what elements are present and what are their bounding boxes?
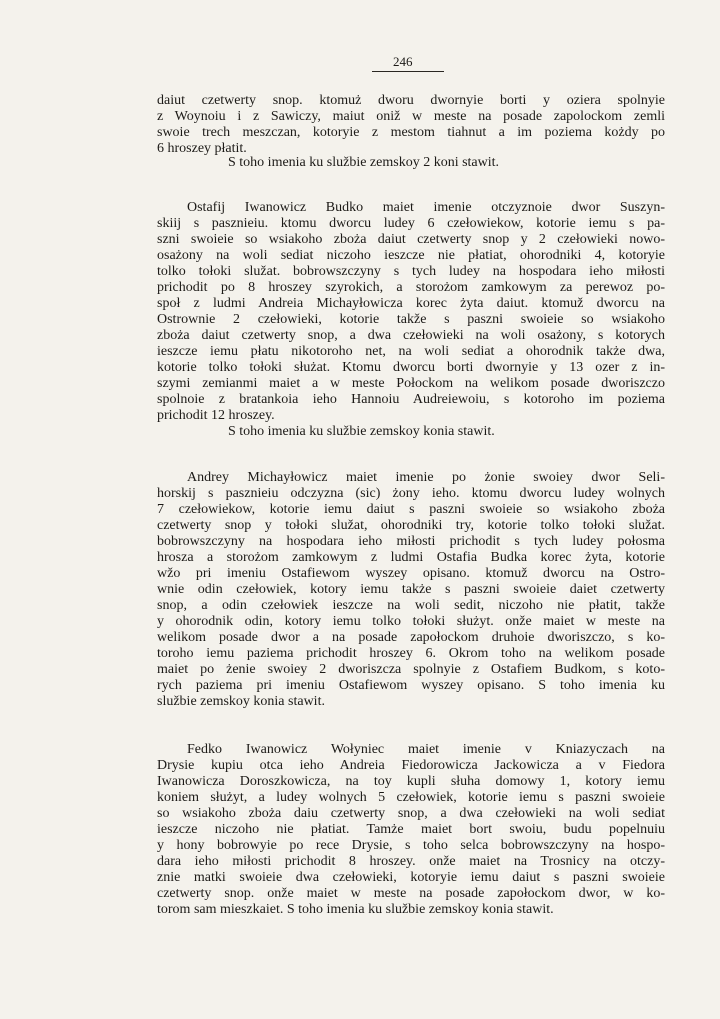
text-line: szymi zemianmi maiet a w meste Połockom na welikom posade dworiszczo xyxy=(157,376,665,391)
text-line: swoie trech meszczan, kotoryie z mestom tiahnut a im poziema kożdy po xyxy=(157,125,665,140)
text-line: bobrowszczyny na hospodara ieho miłosti prichodit s tych ludey połosma xyxy=(157,534,665,549)
text-line: 7 czełowiekow, kotorie iemu daiut s paszni swoieie so wsiakoho zboża xyxy=(157,502,665,517)
text-line: hrosza a storożom zamkowym z ludmi Ostafia Budka korec żyta, kotorie xyxy=(157,550,665,565)
text-line: welikom posade dwor a na posade zapołockom druhoie dworiszczo, s ko- xyxy=(157,630,665,645)
text-line: spolnoie z bratankoia ieho Hannoiu Audreiewoiu, s kotoroho im poziema xyxy=(157,392,665,407)
text-line: kotorie tolko tołoki służat. Ktomu dworcu borti dwornyie y 13 ozer z in- xyxy=(157,360,665,375)
text-line: so wsiakoho zboża daiu czetwerty snop, a dwa czełowieki na woli sediat xyxy=(157,806,665,821)
text-line: koniem służyt, a ludey wolnych 5 czełowiek, kotorie iemu s paszni swoieie xyxy=(157,790,665,805)
text-line: czetwerty snop. onže maiet w meste na posade zapołockom dwor, w ko- xyxy=(157,886,665,901)
text-line: y ohorodnik odin, kotory iemu tolko tołoki służyt. onže maiet w meste na xyxy=(157,614,665,629)
text-line: Andrey Michayłowicz maiet imenie po żonie swoiey dwor Seli- xyxy=(187,470,665,485)
text-line: Fedko Iwanowicz Wołyniec maiet imenie v Kniazyczach na xyxy=(187,742,665,757)
text-line: prichodit 12 hroszey. xyxy=(157,408,275,423)
text-line: 6 hroszey płatit. xyxy=(157,141,247,156)
text-line: S toho imenia ku službie zemskoy 2 koni stawit. xyxy=(228,155,500,170)
text-line: maiet po żenie swoiey 2 dworiszcza spolnyie z Ostafiem Budkom, s koto- xyxy=(157,662,665,677)
text-line: Drysie kupiu otca ieho Andreia Fiedorowicza Jackowicza a v Fiedora xyxy=(157,758,665,773)
text-line: tolko tołoki služat. bobrowszczyny s tych ludey na hospodara ieho miłosti xyxy=(157,264,665,279)
text-line: daiut czetwerty snop. ktomuż dworu dwornyie borti y oziera spolnyie xyxy=(157,93,665,108)
text-line: Ostafij Iwanowicz Budko maiet imenie otczyznoie dwor Suszyn- xyxy=(187,200,665,215)
text-line: czetwerty snop y tołoki služat, ohorodniki try, kotorie tolko tołoki služat. xyxy=(157,518,665,533)
text-line: wžo pri imeniu Ostafiewom wyszey opisano. ktomuž dworcu na Ostro- xyxy=(157,566,665,581)
text-line: osażony na woli sediat niczoho ieszcze nie płatiat, ohorodniki 4, kotoryie xyxy=(157,248,665,263)
text-line: rych paziema pri imeniu Ostafiewom wyszey opisano. S toho imenia ku xyxy=(157,678,665,693)
text-line: snop, a odin czełowiek ieszcze na woli sedit, niczoho nie płatit, takže xyxy=(157,598,665,613)
text-line: Ostrownie 2 czełowieki, kotorie takže s paszni swoieie so wsiakoho xyxy=(157,312,665,327)
text-line: y hony bobrowyie po rece Drysie, s toho selca bobrowszczyny na hospo- xyxy=(157,838,665,853)
text-line: wnie odin czełowiek, kotory iemu także s paszni swoieie daiet czetwerty xyxy=(157,582,665,597)
text-line: społ z ludmi Andreia Michayłowicza korec żyta daiut. ktomuž dworcu na xyxy=(157,296,665,311)
text-line: z Woynoiu i z Sawiczy, maiut oniž w meste na posade zapolockom zemli xyxy=(157,109,665,124)
text-line: znie matki swoieie dwa czełowieki, kotoryie iemu daiut s paszni swoieie xyxy=(157,870,665,885)
text-line: Iwanowicza Doroszkowicza, na toy kupli słuha domowy 1, kotory iemu xyxy=(157,774,665,789)
text-line: toroho iemu paziema prichodit hroszey 6. Okrom toho na welikom posade xyxy=(157,646,665,661)
text-line: zboża daiut czetwerty snop, a dwa czełowieki na woli osażony, s kotorych xyxy=(157,328,665,343)
text-line: szni swoieie so wsiakoho zboża daiut czetwerty snop y 2 czełowieki nowo- xyxy=(157,232,665,247)
text-line: dara ieho miłosti prichodit 8 hroszey. onže maiet na Trosnicy na otczy- xyxy=(157,854,665,869)
text-line: horskij s pasznieiu odczyzna (sic) żony ieho. ktomu dworcu ludey wolnych xyxy=(157,486,665,501)
page-number-rule xyxy=(372,71,444,72)
text-line: torom sam mieszkaiet. S toho imenia ku službie zemskoy konia stawit. xyxy=(157,902,554,917)
text-line: službie zemskoy konia stawit. xyxy=(157,694,325,709)
text-line: S toho imenia ku službie zemskoy konia stawit. xyxy=(228,424,495,439)
text-line: prichodit po 8 hroszey szyrokich, a storożom zamkowym za perewoz po- xyxy=(157,280,665,295)
text-line: ieszcze iemu płatu nikotoroho net, na woli sediat a ohorodnik także dwa, xyxy=(157,344,665,359)
text-line: skiij s pasznieiu. ktomu dworcu ludey 6 czełowiekow, kotorie iemu s pa- xyxy=(157,216,665,231)
text-line: ieszcze niczoho nie płatiat. Tamże maiet bort swoiu, budu popelnuiu xyxy=(157,822,665,837)
page-number: 246 xyxy=(393,54,413,69)
